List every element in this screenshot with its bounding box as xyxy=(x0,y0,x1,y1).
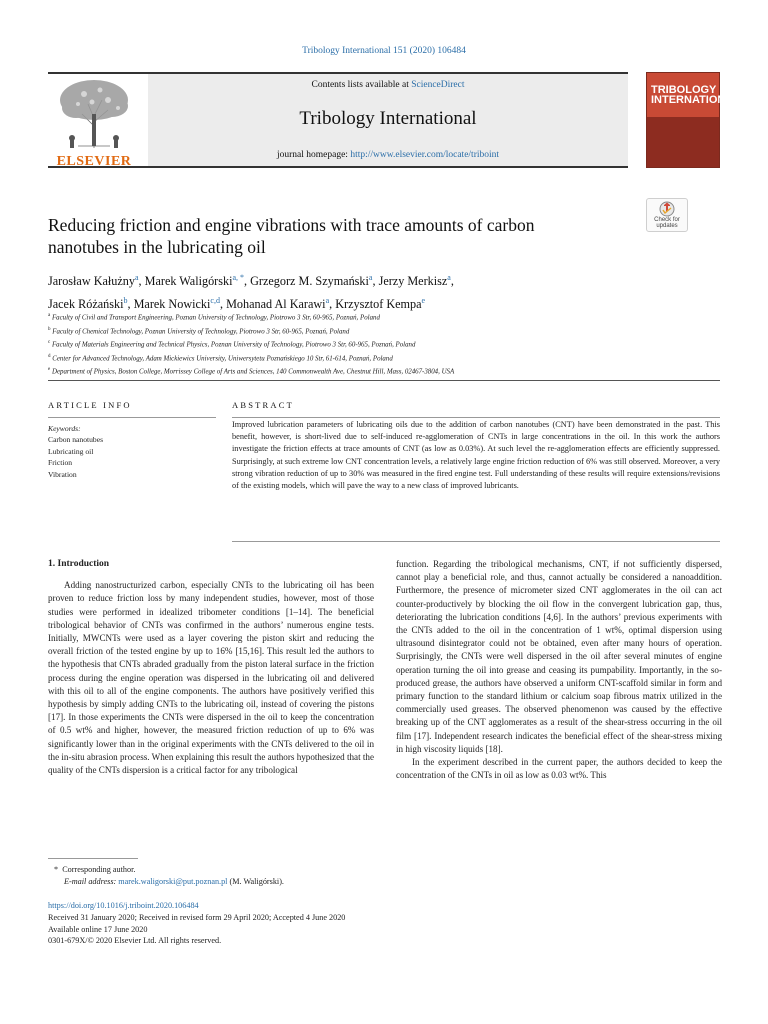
email-suffix: (M. Waligórski). xyxy=(227,877,284,887)
online-date: Available online 17 June 2020 xyxy=(48,924,148,934)
check-label-1: Check for xyxy=(654,217,680,223)
homepage-line xyxy=(148,150,628,160)
elsevier-tree-logo xyxy=(48,74,140,166)
sciencedirect-link[interactable]: ScienceDirect xyxy=(411,80,465,90)
check-label-2: updates xyxy=(656,223,678,229)
author[interactable]: Grzegorz M. Szymański$^a$ xyxy=(250,273,373,289)
divider xyxy=(48,417,216,418)
email-link[interactable]: marek.waligorski@put.poznan.pl xyxy=(118,877,228,887)
article-info-heading: ARTICLE INFO xyxy=(48,400,132,410)
contents-prefix: Contents lists available at xyxy=(311,80,412,90)
affiliation: $^c$ Faculty of Materials Engineering and Technical Physics, Poznan University of Technology, Piotrowo 3 Str, 60-965, Poznań, Poland xyxy=(48,340,416,349)
body-paragraph: Adding nanostructurized carbon, especially CNTs to the lubricating oil has been proven to reduce friction loss by many independent studies, however, most of those studies were performed in idealized tribometer conditions [1–14]. The beneficial tribological behavior of CNTs was confirmed in the authors’ numerous engine tests. Initially, MWCNTs were used as a layer covering the piston skirt and reducing the overall friction of the tested engine by up to 16% [15,16]. This result led the authors to the hypothesis that CNTs abraded gradually from the piston lateral surface in the friction process during the engine operation was dispersed in the lubricating oil and delivered with this oil to all of the engine components. The authors have positively verified this hypothesis by simply adding CNTs to the lubricating oil, instead of covering the pistons [17]. In those experiments the CNTs were dispersed in the oil to keep the concentration of 0.5 wt% and higher, however, the measured friction reduction of up to 6% was significantly lower than in the original experiments with the CNTs delivered to the oil in the in-situ abrasion process. When explaining this result the authors hypothesized that the quality of the CNTs dispersion is a critical factor for any tribological xyxy=(48,580,374,776)
homepage-prefix: journal homepage: xyxy=(276,150,351,160)
affiliation-list xyxy=(48,310,728,378)
author[interactable]: Jarosław Kałużny$^a$ xyxy=(48,273,139,289)
divider xyxy=(232,417,720,418)
journal-reference[interactable]: Tribology International 151 (2020) 106484 xyxy=(302,46,466,56)
affiliation: $^b$ Faculty of Chemical Technology, Poznan University of Technology, Piotrowo 3 Str, 60-965, Poznań, Poland xyxy=(48,326,350,335)
cover-band xyxy=(647,117,719,167)
affiliation: $^a$ Faculty of Civil and Transport Engineering, Poznan University of Technology, Piotrowo 3 Str, 60-965, Poznań, Poland xyxy=(48,313,380,322)
divider xyxy=(48,380,720,381)
author[interactable]: Jacek Różański$^b$ xyxy=(48,296,128,312)
body-paragraph: function. Regarding the tribological mechanisms, CNT, if not sufficiently dispersed, cannot play a beneficial role, and thus, cannot actually be considered a nanoaddition. Furthermore, the presence of micrometer sized CNT agglomerates in the oil can act counter-productively by blocking the oil flow in the convergent lubrication gap, thus, deteriorating the lubrication conditions [4,6]. In the authors’ previous experiments with the CNTs added to the oil in the concentration of 1 wt%, optimal dispersion using ultrasound disintegrator could not be obtained, even after many hours of operation. Surprisingly, the CNTs were well dispersed in the oil after several minutes of engine operation turning the oil into grease and ceasing its pumpability. Importantly, in the so-produced grease, the authors have observed a uniform CNT-scaffold similar in form and primary function to the standard lithium or calcium soap fibrous matrix utilized in the commercially used greases. The observed phenomenon was caused by the effective breaking up of the CNT agglomerates as a result of the shear-stress occurring in the oil film [17]. Independent research indicates the beneficial effect of the shear-stress mixing in high viscosity liquids [18]. xyxy=(396,559,722,754)
corresponding-label: Corresponding author. xyxy=(62,865,136,874)
section-title: 1. Introduction xyxy=(48,559,110,569)
body-column-right xyxy=(396,558,722,782)
publisher-name: ELSEVIER xyxy=(56,154,132,169)
title-line-1: Reducing friction and engine vibrations with trace amounts of carbon xyxy=(48,215,535,235)
footnote-mark: * xyxy=(54,865,59,874)
affiliation: $^d$ Center for Advanced Technology, Adam Mickiewics University, Uniwersytetu Poznańskiego 10 Str, 61-614, Poznań, Poland xyxy=(48,353,393,362)
body-column-left xyxy=(48,558,374,777)
journal-cover-thumbnail[interactable] xyxy=(646,72,741,168)
abstract-text: Improved lubrication parameters of lubricating oils due to the addition of carbon nanotubes (CNT) have been demonstrated in the past. This benefit, however, is short-lived due to self-induced re-agglomeration of CNTs in large concentrations in the oil. In this work the authors investigate the friction effects at trace amounts of CNT (as low as 0.03%). At such level the re-agglomeration effects are efficiently suppressed. Surprisingly, at such extreme low CNT concentration levels, a relatively large engine friction reduction of 6% was still observed. Moreover, a very strong vibration reduction of up to 30% was measured in the fired engine test. Full understanding of these results will require extensions/revisions of the existing models, which will pave the way to a new class of improved lubricants. xyxy=(232,420,720,491)
author[interactable]: Marek Nowicki$^{c,d}$ xyxy=(133,296,220,312)
keyword: Lubricating oil xyxy=(48,446,94,456)
received-dates: Received 31 January 2020; Received in revised form 29 April 2020; Accepted 4 June 2020 xyxy=(48,912,346,922)
divider xyxy=(232,541,720,542)
keywords-heading: Keywords: xyxy=(48,424,81,433)
author[interactable]: Marek Waligórski$^{a, *}$ xyxy=(144,273,245,289)
keyword: Carbon nanotubes xyxy=(48,435,104,445)
affiliation: $^e$ Department of Physics, Boston College, Morrissey College of Arts and Sciences, 140 Commonwealth Ave, Chestnut Hill, Mass, 02467-3804, USA xyxy=(48,367,455,376)
homepage-link[interactable]: http://www.elsevier.com/locate/triboint xyxy=(350,150,500,160)
author[interactable]: Mohanad Al Karawi$^a$ xyxy=(226,296,330,312)
author[interactable]: Krzysztof Kempa$^e$ xyxy=(335,296,426,312)
journal-masthead xyxy=(48,72,628,168)
masthead-band xyxy=(148,74,628,166)
check-updates-icon xyxy=(659,201,675,217)
doi-link[interactable]: https://doi.org/10.1016/j.triboint.2020.106484 xyxy=(48,901,199,910)
body-paragraph: In the experiment described in the current paper, the authors decided to keep the concentration of the CNTs in oil as low as 0.03 wt%. This xyxy=(396,757,722,781)
check-for-updates-badge[interactable] xyxy=(646,198,688,232)
author-list: Jarosław Kałużny$^a$, Marek Waligórski$^{a, *}$, Grzegorz M. Szymański$^a$, Jerzy Merkisz$^a$, Jacek Różański$^b$, Marek Nowicki$^{c,d}$, Mohanad Al Karawi$^a$, Krzysztof Kempa$^e$ xyxy=(48,273,454,312)
corresponding-author-footnote xyxy=(48,864,548,888)
keywords-block xyxy=(48,423,216,480)
contents-line xyxy=(148,80,628,90)
title-line-2: nanotubes in the lubricating oil xyxy=(48,237,266,257)
footnote-divider xyxy=(48,858,138,859)
keyword: Vibration xyxy=(48,469,77,479)
author[interactable]: Jerzy Merkisz$^a$ xyxy=(378,273,451,289)
journal-title: Tribology International xyxy=(299,108,477,129)
publication-info xyxy=(48,900,548,947)
article-title xyxy=(48,214,628,258)
copyright: 0301-679X/© 2020 Elsevier Ltd. All rights reserved. xyxy=(48,936,222,946)
abstract-heading: ABSTRACT xyxy=(232,400,294,410)
keyword: Friction xyxy=(48,458,73,468)
email-label: E-mail address: xyxy=(64,877,117,887)
cover-title: TRIBOLOGY INTERNATIONAL xyxy=(651,84,741,106)
